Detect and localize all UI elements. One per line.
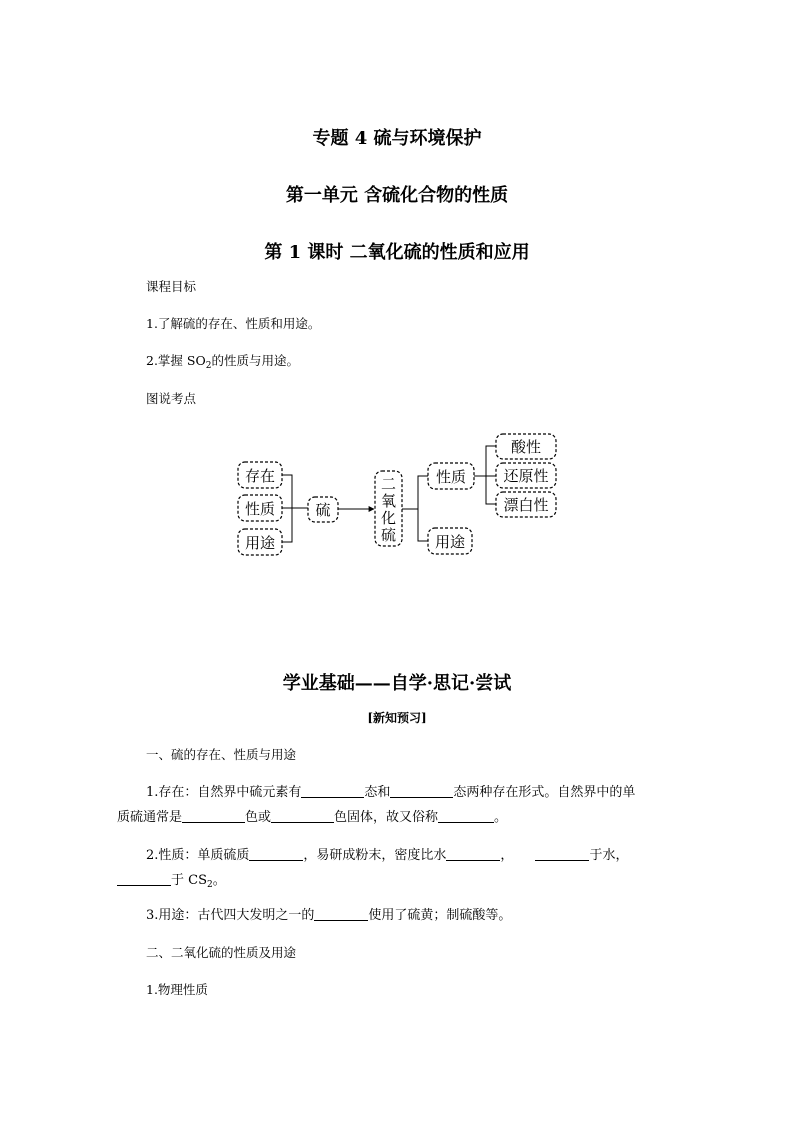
- section-title: 学业基础——自学·思记·尝试: [282, 673, 512, 694]
- p3-line: 3.用途：古代四大发明之一的 使用了硫黄；制硫酸等。: [146, 908, 512, 923]
- lesson-title: 第 1 课时 二氧化硫的性质和应用: [264, 242, 530, 263]
- diagram-compound-4: 硫: [380, 526, 397, 544]
- p2-line1: 2.性质：单质硫质 ，易研成粉末，密度比水 ， 于水，: [146, 848, 629, 863]
- diagram-left-3: 用途: [244, 534, 276, 552]
- diagram-right-2: 还原性: [503, 467, 549, 485]
- blank-8: [535, 847, 589, 861]
- diagram-right-3: 漂白性: [503, 496, 549, 514]
- diagram-heading: 图说考点: [146, 391, 197, 406]
- topic-title: 专题 4 硫与环境保护: [312, 128, 482, 149]
- diagram-compound-3: 化: [380, 509, 397, 527]
- diagram-compound-1: 二: [380, 475, 397, 493]
- objective-1: 1.了解硫的存在、性质和用途。: [146, 316, 321, 331]
- objectives-heading: 课程目标: [146, 279, 197, 294]
- blank-6: [249, 847, 303, 861]
- diagram-mid-2: 用途: [434, 533, 466, 551]
- p2-line2: 于 $CS_2$。: [117, 869, 226, 890]
- unit-title: 第一单元 含硫化合物的性质: [285, 185, 509, 206]
- diagram-left-1: 存在: [244, 467, 276, 485]
- p1-line1: 1.存在：自然界中硫元素有 态和 态两种存在形式。自然界中的单: [146, 785, 636, 800]
- blank-7: [446, 847, 500, 861]
- part2-item1: 1.物理性质: [146, 982, 208, 997]
- diagram-right-1: 酸性: [510, 438, 542, 456]
- blank-1: [301, 784, 364, 798]
- blank-5: [438, 809, 494, 823]
- blank-3: [182, 809, 245, 823]
- diagram-compound-2: 氧: [380, 492, 397, 510]
- diagram-mid-1: 性质: [435, 468, 467, 486]
- objective-2: 2.掌握 $SO_2$的性质与用途。: [146, 353, 299, 371]
- blank-10: [314, 907, 368, 921]
- p1-line2: 质硫通常是 色或 色固体，故又俗称 。: [117, 810, 508, 825]
- diagram-left-2: 性质: [244, 500, 276, 518]
- blank-2: [390, 784, 453, 798]
- blank-4: [271, 809, 334, 823]
- diagram-center: 硫: [315, 501, 331, 519]
- blank-9: [117, 872, 171, 886]
- part2-heading: 二、二氧化硫的性质及用途: [146, 945, 297, 960]
- part1-heading: 一、硫的存在、性质与用途: [146, 747, 297, 762]
- section-tag: [新知预习]: [367, 711, 427, 725]
